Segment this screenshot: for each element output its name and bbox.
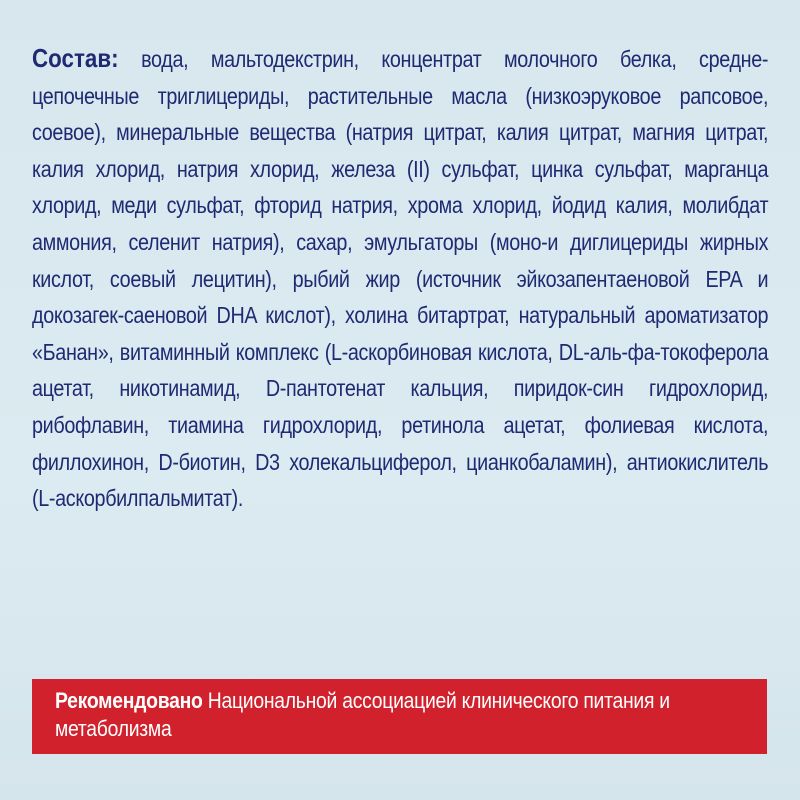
recommendation-paragraph — [55, 687, 750, 743]
recommendation-banner — [32, 679, 767, 754]
composition-paragraph — [32, 40, 768, 517]
recommendation-label: Рекомендовано — [55, 688, 203, 713]
composition-text: вода, мальтодекстрин, концентрат молочного белка, средне-цепочечные триглицериды, растительные масла (низкоэруковое рапсовое, соевое), минеральные вещества (натрия цитрат, калия цитрат, магния цитрат, калия хлорид, натрия хлорид, железа (II) сульфат, цинка сульфат, марганца хлорид, меди сульфат, фторид натрия, хрома хлорид, йодид калия, молибдат аммония, селенит натрия), сахар, эмульгаторы (моно-и диглицериды жирных кислот, соевый лецитин), рыбий жир (источник эйкозапентаеновой EPA и докозагек-саеновой DHA кислот), холина битартрат, натуральный ароматизатор «Банан», витаминный комплекс (L-аскорбиновая кислота, DL-аль-фа-токоферола ацетат, никотинамид, D-пантотенат кальция, пиридок-син гидрохлорид, рибофлавин, тиамина гидрохлорид, ретинола ацетат, фолиевая кислота, филлохинон, D-биотин, D3 холекальциферол, цианкобаламин), антиокислитель (L-аскорбилпальмитат). — [32, 46, 769, 512]
composition-label: Состав: — [32, 43, 119, 73]
recommendation-text: Национальной ассоциацией клинического питания и метаболизма — [55, 688, 670, 741]
